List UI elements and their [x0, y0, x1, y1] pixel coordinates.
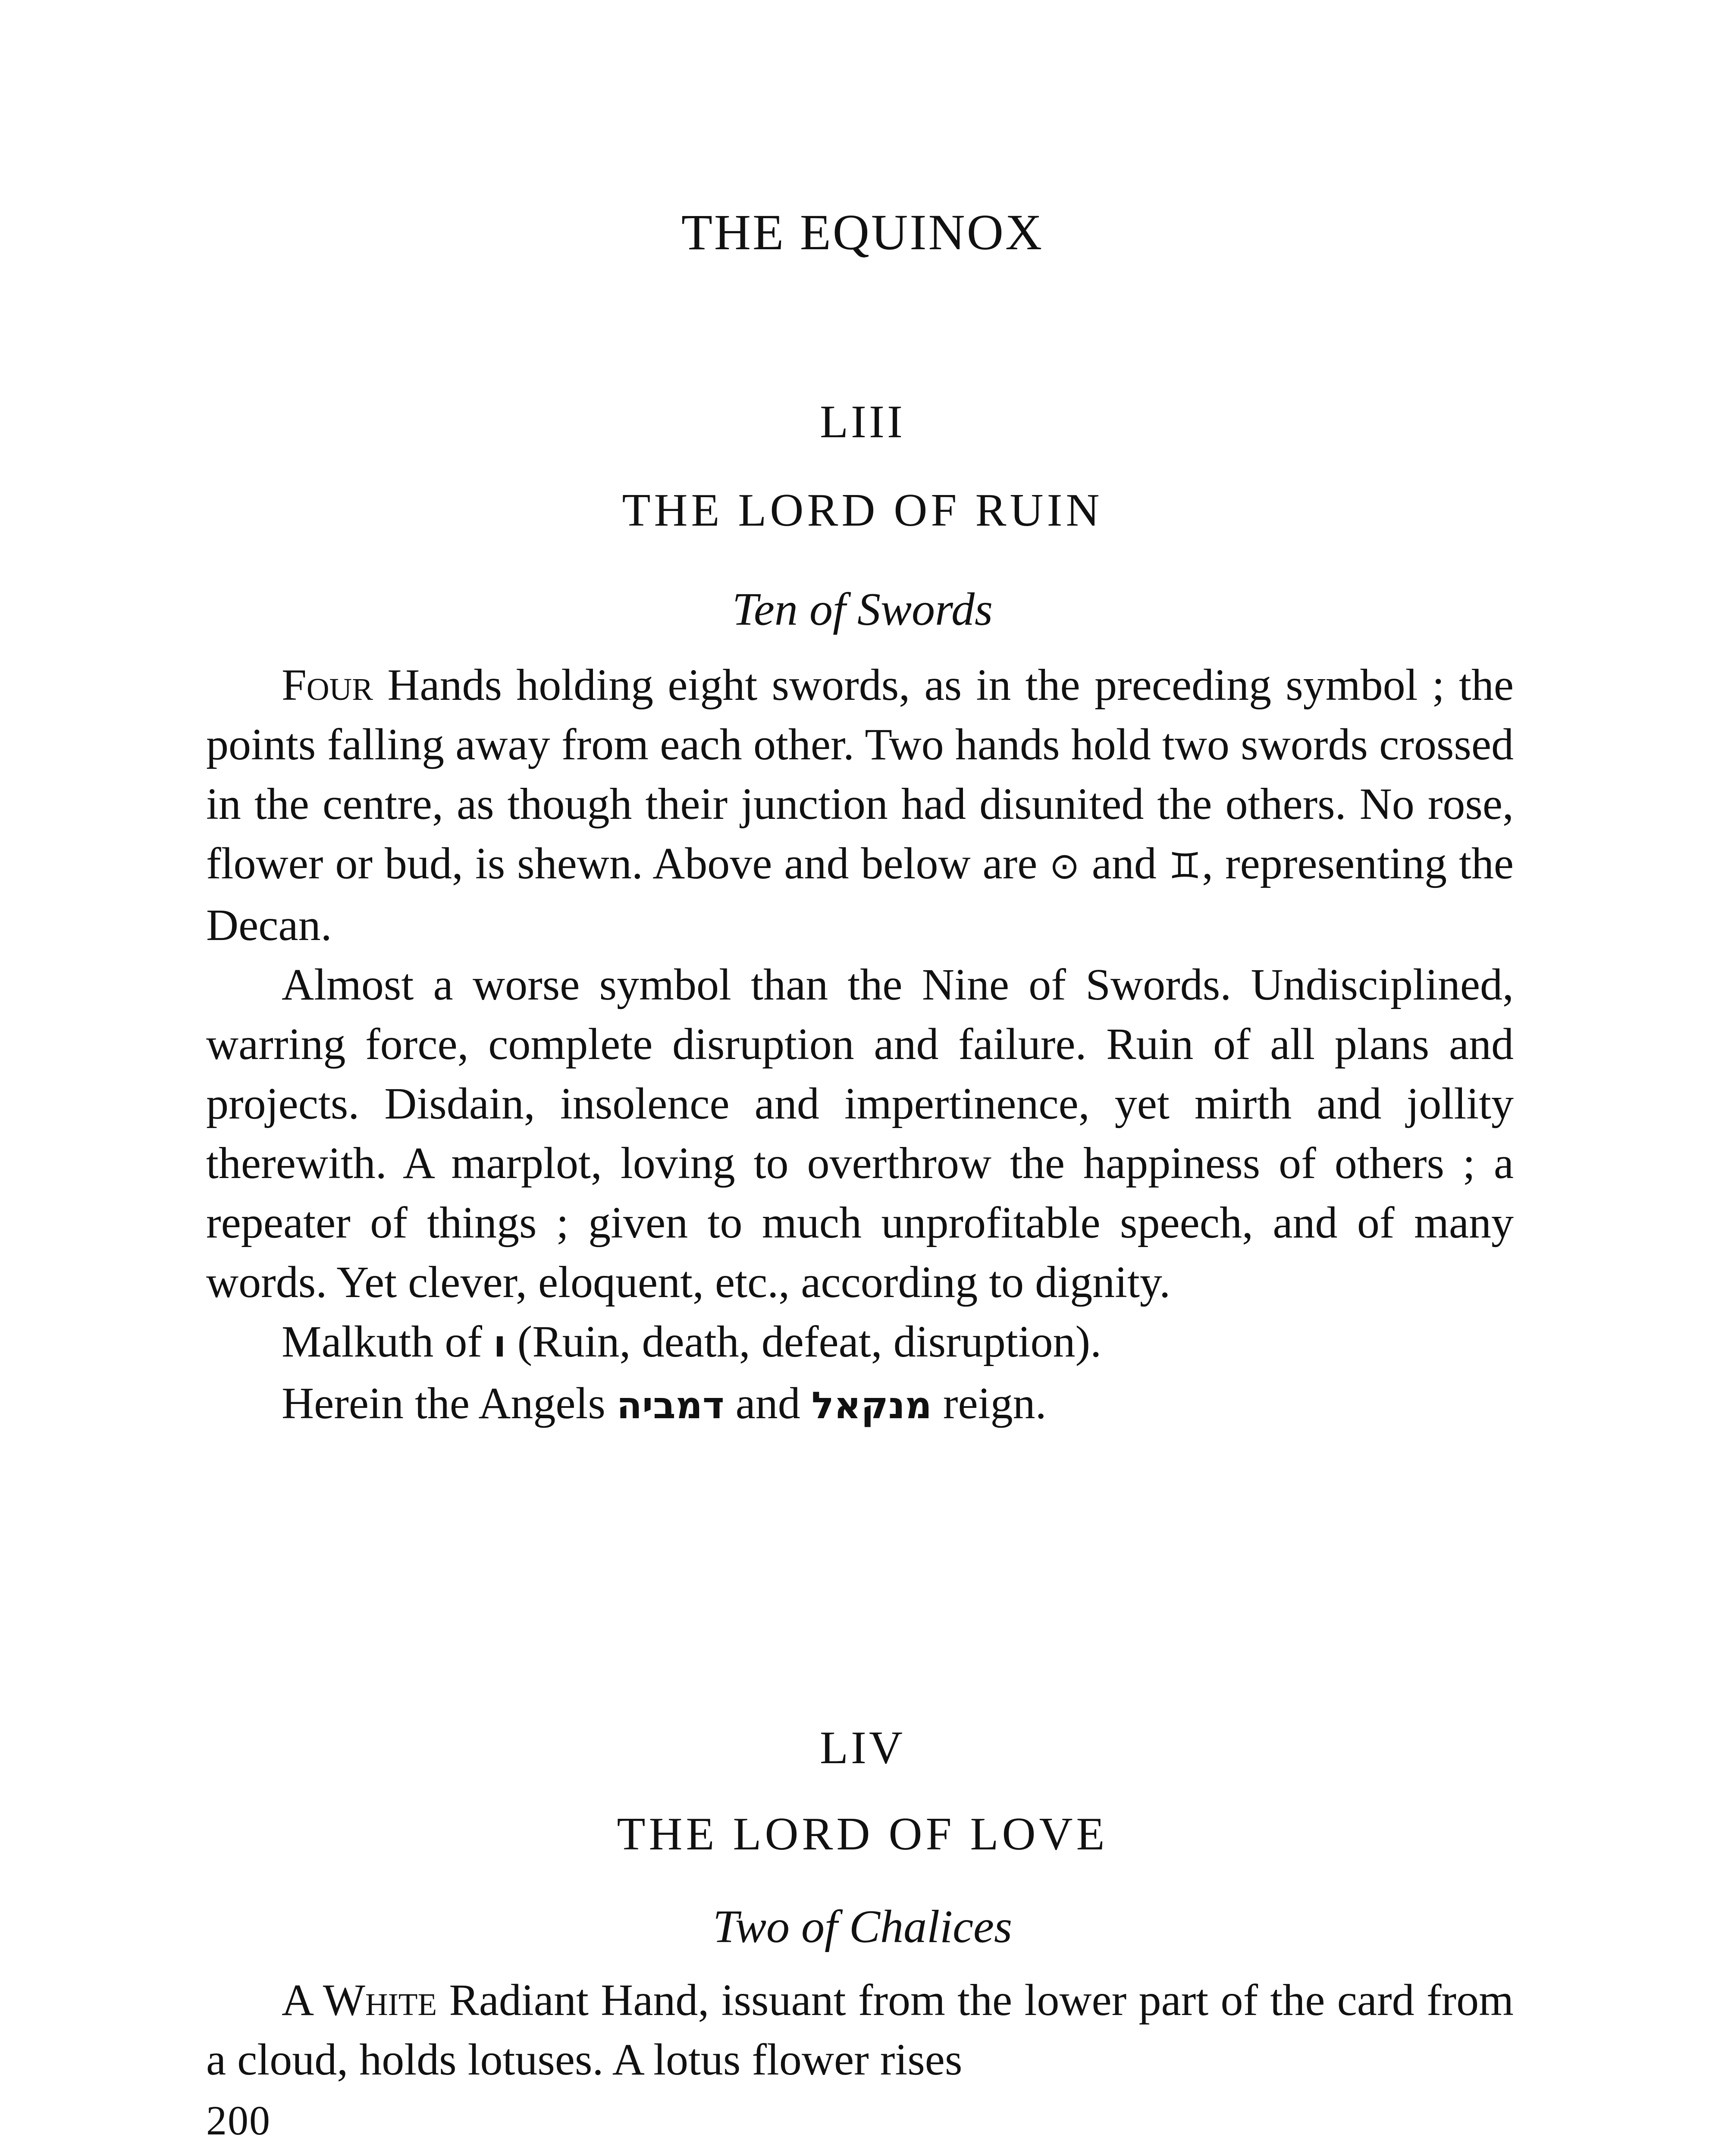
page-number: 200 [206, 2097, 271, 2143]
running-head: THE EQUINOX [681, 204, 1044, 260]
paragraph-description [206, 1971, 1514, 2090]
hebrew-letter-vau: ו [493, 1322, 506, 1366]
section-subtitle-ten-of-swords: Ten of Swords [732, 584, 993, 635]
lead-word: A White [282, 1975, 437, 2025]
text-span: Malkuth of [282, 1317, 494, 1366]
paragraph-angels [206, 1374, 1514, 1435]
text-span: and [1079, 839, 1169, 888]
text-span: and [724, 1379, 812, 1428]
section-subtitle-two-of-chalices: Two of Chalices [712, 1901, 1013, 1952]
text-span: , representing the Decan. [206, 839, 1514, 950]
section-body-lord-of-ruin [206, 655, 1514, 1435]
gemini-symbol-icon: ♊ [1168, 845, 1202, 887]
lead-word: Four [282, 660, 373, 710]
paragraph-description [206, 655, 1514, 955]
hebrew-angel-name-1: דמביה [616, 1384, 724, 1427]
text-span: Radiant Hand, issuant from the lower part of the card from a cloud, holds lotuses. A lotus flower rises [206, 1975, 1514, 2084]
text-span: reign. [932, 1379, 1047, 1428]
section-number-liii: LIII [820, 396, 905, 448]
text-span: Hands holding eight swords, as in the preceding symbol ; the points falling away from each other. Two hands hold two swords crossed in the centre, as though their junction had disunited the others. No rose, flower or bud, is shewn. Above and below are [206, 660, 1514, 888]
section-number-liv: LIV [820, 1722, 905, 1774]
paragraph-meaning: Almost a worse symbol than the Nine of Swords. Undisciplined, warring force, complete disruption and failure. Ruin of all plans and projects. Disdain, insolence and impertinence, yet mirth and jollity therewith. A marplot, loving to overthrow the happiness of others ; a repeater of things ; given to much unprofitable speech, and of many words. Yet clever, eloquent, etc., according to dignity. [206, 960, 1514, 1307]
text-span: Herein the Angels [282, 1379, 617, 1428]
text-span: (Ruin, death, defeat, disruption). [506, 1317, 1102, 1366]
sun-symbol-icon: ⊙ [1049, 845, 1080, 887]
section-body-lord-of-love [206, 1971, 1514, 2090]
paragraph-malkuth [206, 1312, 1514, 1374]
hebrew-angel-name-2: מנקאל [811, 1384, 932, 1427]
section-title-lord-of-love: THE LORD OF LOVE [617, 1808, 1108, 1860]
section-title-lord-of-ruin: THE LORD OF RUIN [622, 485, 1103, 536]
